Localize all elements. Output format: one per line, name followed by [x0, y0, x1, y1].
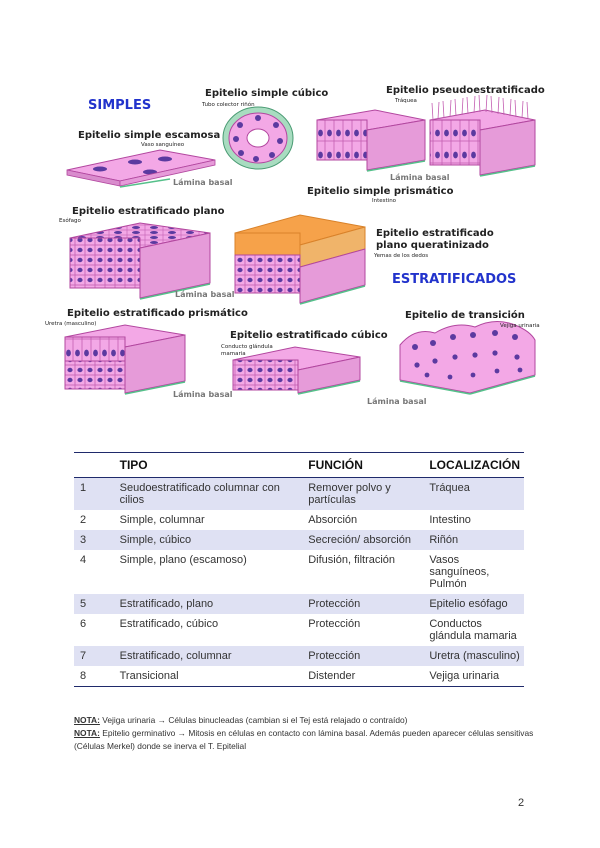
cell-number: 8	[74, 666, 114, 687]
header-funcion: FUNCIÓN	[302, 453, 423, 478]
cell-tipo: Estratificado, cúbico	[119, 618, 219, 630]
note-label: NOTA:	[74, 728, 100, 738]
table-row	[74, 530, 524, 550]
section-simples: SIMPLES	[88, 98, 152, 113]
cell-number: 7	[74, 646, 114, 666]
stratified-cuboidal-diagram	[233, 347, 360, 394]
label-simple-squamous: Epitelio simple escamosa	[78, 130, 221, 141]
cell-tipo: Simple, plano (escamoso)	[119, 554, 247, 566]
label-simple-columnar: Epitelio simple prismático	[307, 186, 454, 197]
epithelium-figure	[45, 75, 545, 420]
header-tipo: TIPO	[114, 453, 303, 478]
section-estratificados: ESTRATIFICADOS	[392, 272, 517, 287]
epithelium-table	[74, 452, 524, 687]
cell-localizacion: Intestino	[429, 514, 471, 526]
note-1	[74, 714, 544, 727]
table-header-row	[74, 453, 524, 478]
cell-localizacion: Conductos glándula mamaria	[429, 618, 517, 642]
sublabel-stratified-cuboidal-2: mamaria	[221, 351, 246, 357]
cell-tipo: Seudoestratificado columnar con cilios	[114, 478, 303, 511]
sublabel-simple-columnar: Intestino	[372, 198, 397, 204]
note-2	[74, 727, 544, 753]
cell-localizacion: Uretra (masculino)	[423, 646, 524, 666]
sublabel-stratified-cuboidal-1: Conducto glándula	[221, 344, 273, 350]
simple-columnar-diagram	[317, 110, 425, 171]
label-keratinized-line2: plano queratinizado	[376, 240, 489, 251]
cell-tipo: Simple, columnar	[119, 514, 205, 526]
table-row	[74, 614, 524, 646]
simple-cuboidal-diagram	[223, 107, 293, 169]
lamina-basal-label-2: Lámina basal	[390, 173, 450, 182]
cell-number: 1	[74, 478, 114, 511]
cell-number: 3	[74, 530, 114, 550]
sublabel-simple-cuboidal: Tubo colector riñón	[202, 102, 255, 108]
sublabel-pseudostratified: Tráquea	[395, 98, 417, 104]
transitional-diagram	[400, 321, 535, 394]
cell-tipo: Simple, cúbico	[114, 530, 303, 550]
table-row	[74, 478, 524, 511]
header-localizacion: LOCALIZACIÓN	[423, 453, 524, 478]
sublabel-keratinized: Yemas de los dedos	[374, 253, 429, 259]
cell-number: 2	[80, 514, 87, 526]
cell-localizacion: Vejiga urinaria	[423, 666, 524, 687]
cell-funcion: Absorción	[308, 514, 358, 526]
cell-funcion: Distender	[302, 666, 423, 687]
cell-localizacion: Riñón	[423, 530, 524, 550]
cell-funcion: Remover polvo y partículas	[302, 478, 423, 511]
sublabel-transitional: Vejiga urinaria	[500, 323, 540, 329]
sublabel-simple-squamous: Vaso sanguíneo	[141, 142, 185, 148]
note-label: NOTA:	[74, 715, 100, 725]
cell-funcion: Protección	[302, 594, 423, 614]
cell-localizacion: Vasos sanguíneos, Pulmón	[429, 554, 490, 590]
label-stratified-columnar: Epitelio estratificado prismático	[67, 308, 248, 319]
note-2-text: Epitelio germinativo → Mitosis en células en contacto con lámina basal. Además pueden aparecer células sensitivas (Células Merkel) donde se inerva el T. Epitelial	[74, 728, 534, 751]
cell-funcion: Protección	[308, 618, 361, 630]
stratified-squamous-diagram	[70, 223, 210, 299]
note-1-text: Vejiga urinaria → Células binucleadas (cambian si el Tej está relajado o contraído)	[99, 715, 408, 725]
label-transitional: Epitelio de transición	[405, 310, 525, 321]
stratified-columnar-diagram	[65, 325, 185, 394]
cell-number: 4	[80, 554, 87, 566]
cell-funcion: Difusión, filtración	[308, 554, 396, 566]
table-row	[74, 646, 524, 666]
cell-tipo: Estratificado, columnar	[114, 646, 303, 666]
label-stratified-squamous: Epitelio estratificado plano	[72, 206, 225, 217]
sublabel-stratified-squamous: Esófago	[59, 218, 81, 224]
lamina-basal-label-4: Lámina basal	[173, 390, 233, 399]
lamina-basal-label-1: Lámina basal	[173, 178, 233, 187]
cell-number: 6	[80, 618, 87, 630]
keratinized-stratified-diagram	[235, 215, 365, 304]
cell-number: 5	[74, 594, 114, 614]
notes	[74, 714, 544, 753]
header-number	[74, 453, 114, 478]
pseudostratified-diagram	[430, 95, 535, 176]
table-row	[74, 510, 524, 530]
cell-localizacion: Epitelio esófago	[423, 594, 524, 614]
table-row	[74, 594, 524, 614]
cell-tipo: Estratificado, plano	[114, 594, 303, 614]
table-row	[74, 666, 524, 687]
label-keratinized-line1: Epitelio estratificado	[376, 228, 494, 239]
sublabel-stratified-columnar: Uretra (masculino)	[45, 321, 97, 327]
page-number: 2	[518, 797, 525, 809]
cell-tipo: Transicional	[114, 666, 303, 687]
label-pseudostratified: Epitelio pseudoestratificado	[386, 85, 545, 96]
cell-funcion: Secreción/ absorción	[302, 530, 423, 550]
cell-localizacion: Tráquea	[423, 478, 524, 511]
label-simple-cuboidal: Epitelio simple cúbico	[205, 88, 329, 99]
lamina-basal-label-3: Lámina basal	[175, 290, 235, 299]
table-row	[74, 550, 524, 594]
lamina-basal-label-5: Lámina basal	[367, 397, 427, 406]
label-stratified-cuboidal: Epitelio estratificado cúbico	[230, 330, 388, 341]
cell-funcion: Protección	[302, 646, 423, 666]
